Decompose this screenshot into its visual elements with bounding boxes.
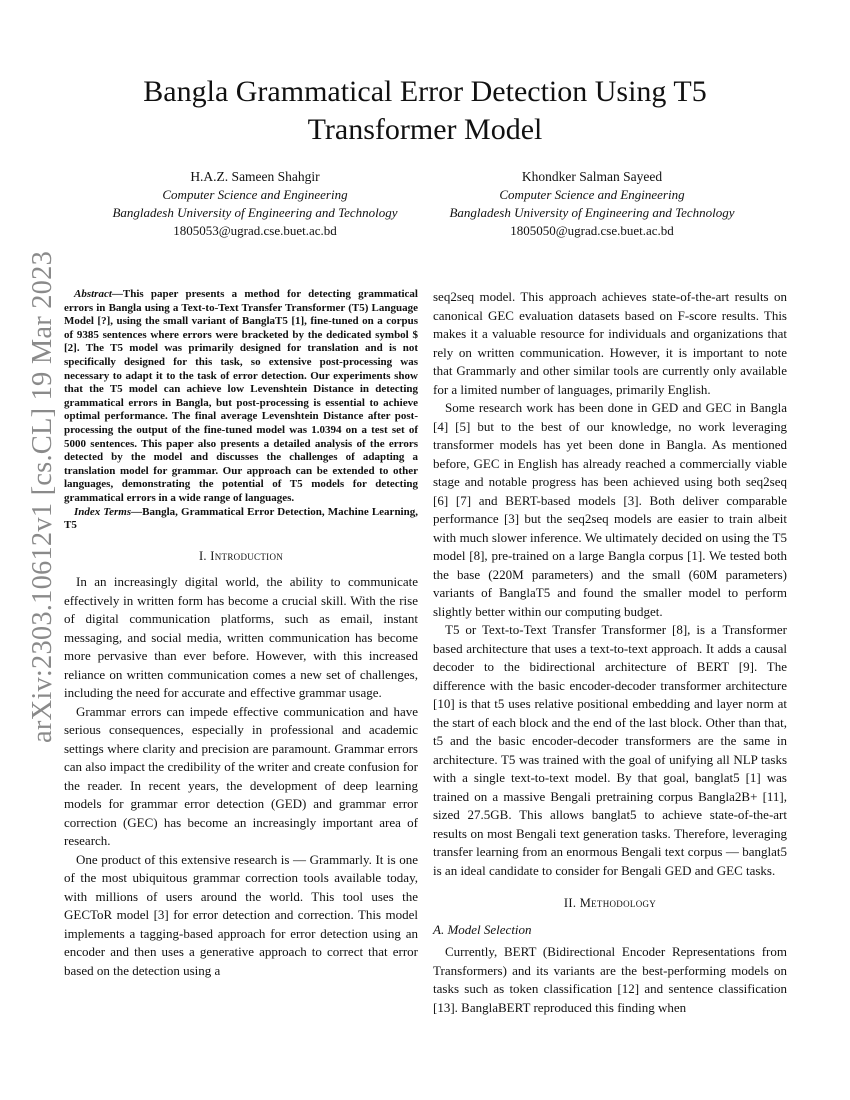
abstract — [64, 288, 418, 506]
paragraph: One product of this extensive research is — Grammarly. It is one of the most ubiquitous grammar correction tools available today, with millions of users around the world. This tool uses the GECToR model [3] for error detection and correction. This model implements a tagging-based approach for error detection using an encoder and then uses a generative approach to correct that error based on the detection using a — [64, 851, 418, 978]
section-heading-methodology: II. Methodology — [563, 896, 657, 910]
index-terms — [64, 506, 418, 533]
arxiv-side-stamp: arXiv:2303.10612v1 [cs.CL] 19 Mar 2023 — [27, 250, 58, 743]
author-name: Khondker Salman Sayeed — [521, 169, 663, 184]
title-line-1: Bangla Grammatical Error Detection Using T5 — [143, 75, 707, 108]
index-terms-text: —Bangla, Grammatical Error Detection, Machine Learning, T5 — [64, 505, 418, 532]
paragraph: Currently, BERT (Bidirectional Encoder Representations from Transformers) and its variants are the best-performing models on tasks such as token classification [12] and sentence classification [13]. BanglaBERT reproduced this finding when — [433, 944, 787, 1015]
author-block-1 — [90, 168, 420, 240]
right-column — [433, 288, 787, 1017]
abstract-lead: Abstract — [74, 288, 112, 300]
paragraph: Some research work has been done in GED and GEC in Bangla [4] [5] but to the best of our knowledge, no work leveraging transformer models has yet been done in Bangla. As mentioned before, GEC in English has already reached a commercially viable stage and notable progress has been achieved using both seq2seq [6] [7] and BERT-based models [3]. Both deliver comparable performance [3] but the seq2seq models are easier to train albeit with much slower inference. We ultimately decided on using the T5 model [8], pre-trained on a large Bangla corpus [1]. We tested both the base (220M parameters) and the small (60M parameters) variants of BanglaT5 and found the smaller model to perform slightly better within our computing budget. — [433, 400, 787, 619]
index-terms-lead: Index Terms — [74, 505, 132, 518]
paragraph: seq2seq model. This approach achieves state-of-the-art results on canonical GEC evaluation datasets based on F-score results. This makes it a valuable resource for individuals and organizations that rely on written communication. However, it is important to note that Grammarly and other similar tools are currently only available for a limited number of languages, primarily English. — [433, 289, 787, 397]
title-line-2: Transformer Model — [307, 113, 543, 146]
author-department: Computer Science and Engineering — [162, 187, 348, 202]
author-department: Computer Science and Engineering — [499, 187, 685, 202]
paragraph: In an increasingly digital world, the ability to communicate effectively in written form has become a crucial skill. With the rise of digital communication platforms, such as email, instant messaging, and social media, written communication has become more pervasive than ever before. However, with this increased reliance on written communication comes a new set of challenges, including the need for accurate and effective grammar usage. — [64, 574, 418, 701]
author-name: H.A.Z. Sameen Shahgir — [190, 169, 320, 184]
section-heading-introduction: I. Introduction — [198, 548, 284, 563]
author-block-2 — [427, 168, 757, 240]
subsection-heading-model-selection: A. Model Selection — [433, 921, 532, 937]
author-institution: Bangladesh University of Engineering and Technology — [449, 205, 735, 220]
left-column — [64, 288, 418, 980]
paragraph: T5 or Text-to-Text Transfer Transformer [8], is a Transformer based architecture that uses a text-to-text approach. It adds a causal decoder to the bidirectional architecture of BERT [9]. The difference with the basic encoder-decoder transformer architecture [10] is that t5 uses relative positional embedding and layer norm at the start of each block and the end of the last block. Other than that, t5 and the basic encoder-decoder transformers are the same in architecture. T5 was trained with the goal of unifying all NLP tasks with a single text-to-text model. By that goal, banglat5 [1] was trained on a massive Bengali pretraining corpus Bangla2B+ [11], sized 27.5GB. This allows banglat5 to achieve state-of-the-art results on most Bengali text generation tasks. Therefore, leveraging transfer learning from an enormous Bengali text corpus — banglat5 is an ideal candidate to consider for Bengali GED and GEC tasks. — [433, 622, 787, 878]
paragraph: Grammar errors can impede effective communication and have serious consequences, especially in professional and academic settings where clarity and precision are paramount. Grammar errors can also impact the credibility of the writer and create confusion for the reader. In recent years, the development of deep learning models for grammar error detection (GED) and grammar error correction (GEC) has become an increasingly important area of research. — [64, 703, 418, 849]
paper-title — [60, 73, 790, 149]
abstract-text: —This paper presents a method for detecting grammatical errors in Bangla using a Text-to-Text Transfer Transformer (T5) Language Model [?], using the small variant of BanglaT5 [1], fine-tuned on a corpus of 9385 sentences where errors were bracketed by the dedicated symbol $ [2]. The T5 model was primarily designed for translation and is not specifically designed for this task, so extensive post-processing was necessary to adapt it to the task of error detection. Our experiments show that the T5 model can achieve low Levenshtein Distance in detecting grammatical errors in Bangla, but post-processing is essential to achieve optimal performance. The final average Levenshtein Distance after post-processing the output of the fine-tuned model was 1.0394 on a test set of 5000 sentences. This paper also presents a detailed analysis of the errors detected by the model and discusses the challenges of adapting a translation model for grammar. Our approach can be extended to other languages, demonstrating the potential of T5 models for detecting grammatical errors in a wide range of languages. — [64, 288, 418, 504]
author-institution: Bangladesh University of Engineering and Technology — [112, 205, 398, 220]
author-email: 1805053@ugrad.cse.buet.ac.bd — [173, 223, 337, 238]
author-email: 1805050@ugrad.cse.buet.ac.bd — [510, 223, 674, 238]
